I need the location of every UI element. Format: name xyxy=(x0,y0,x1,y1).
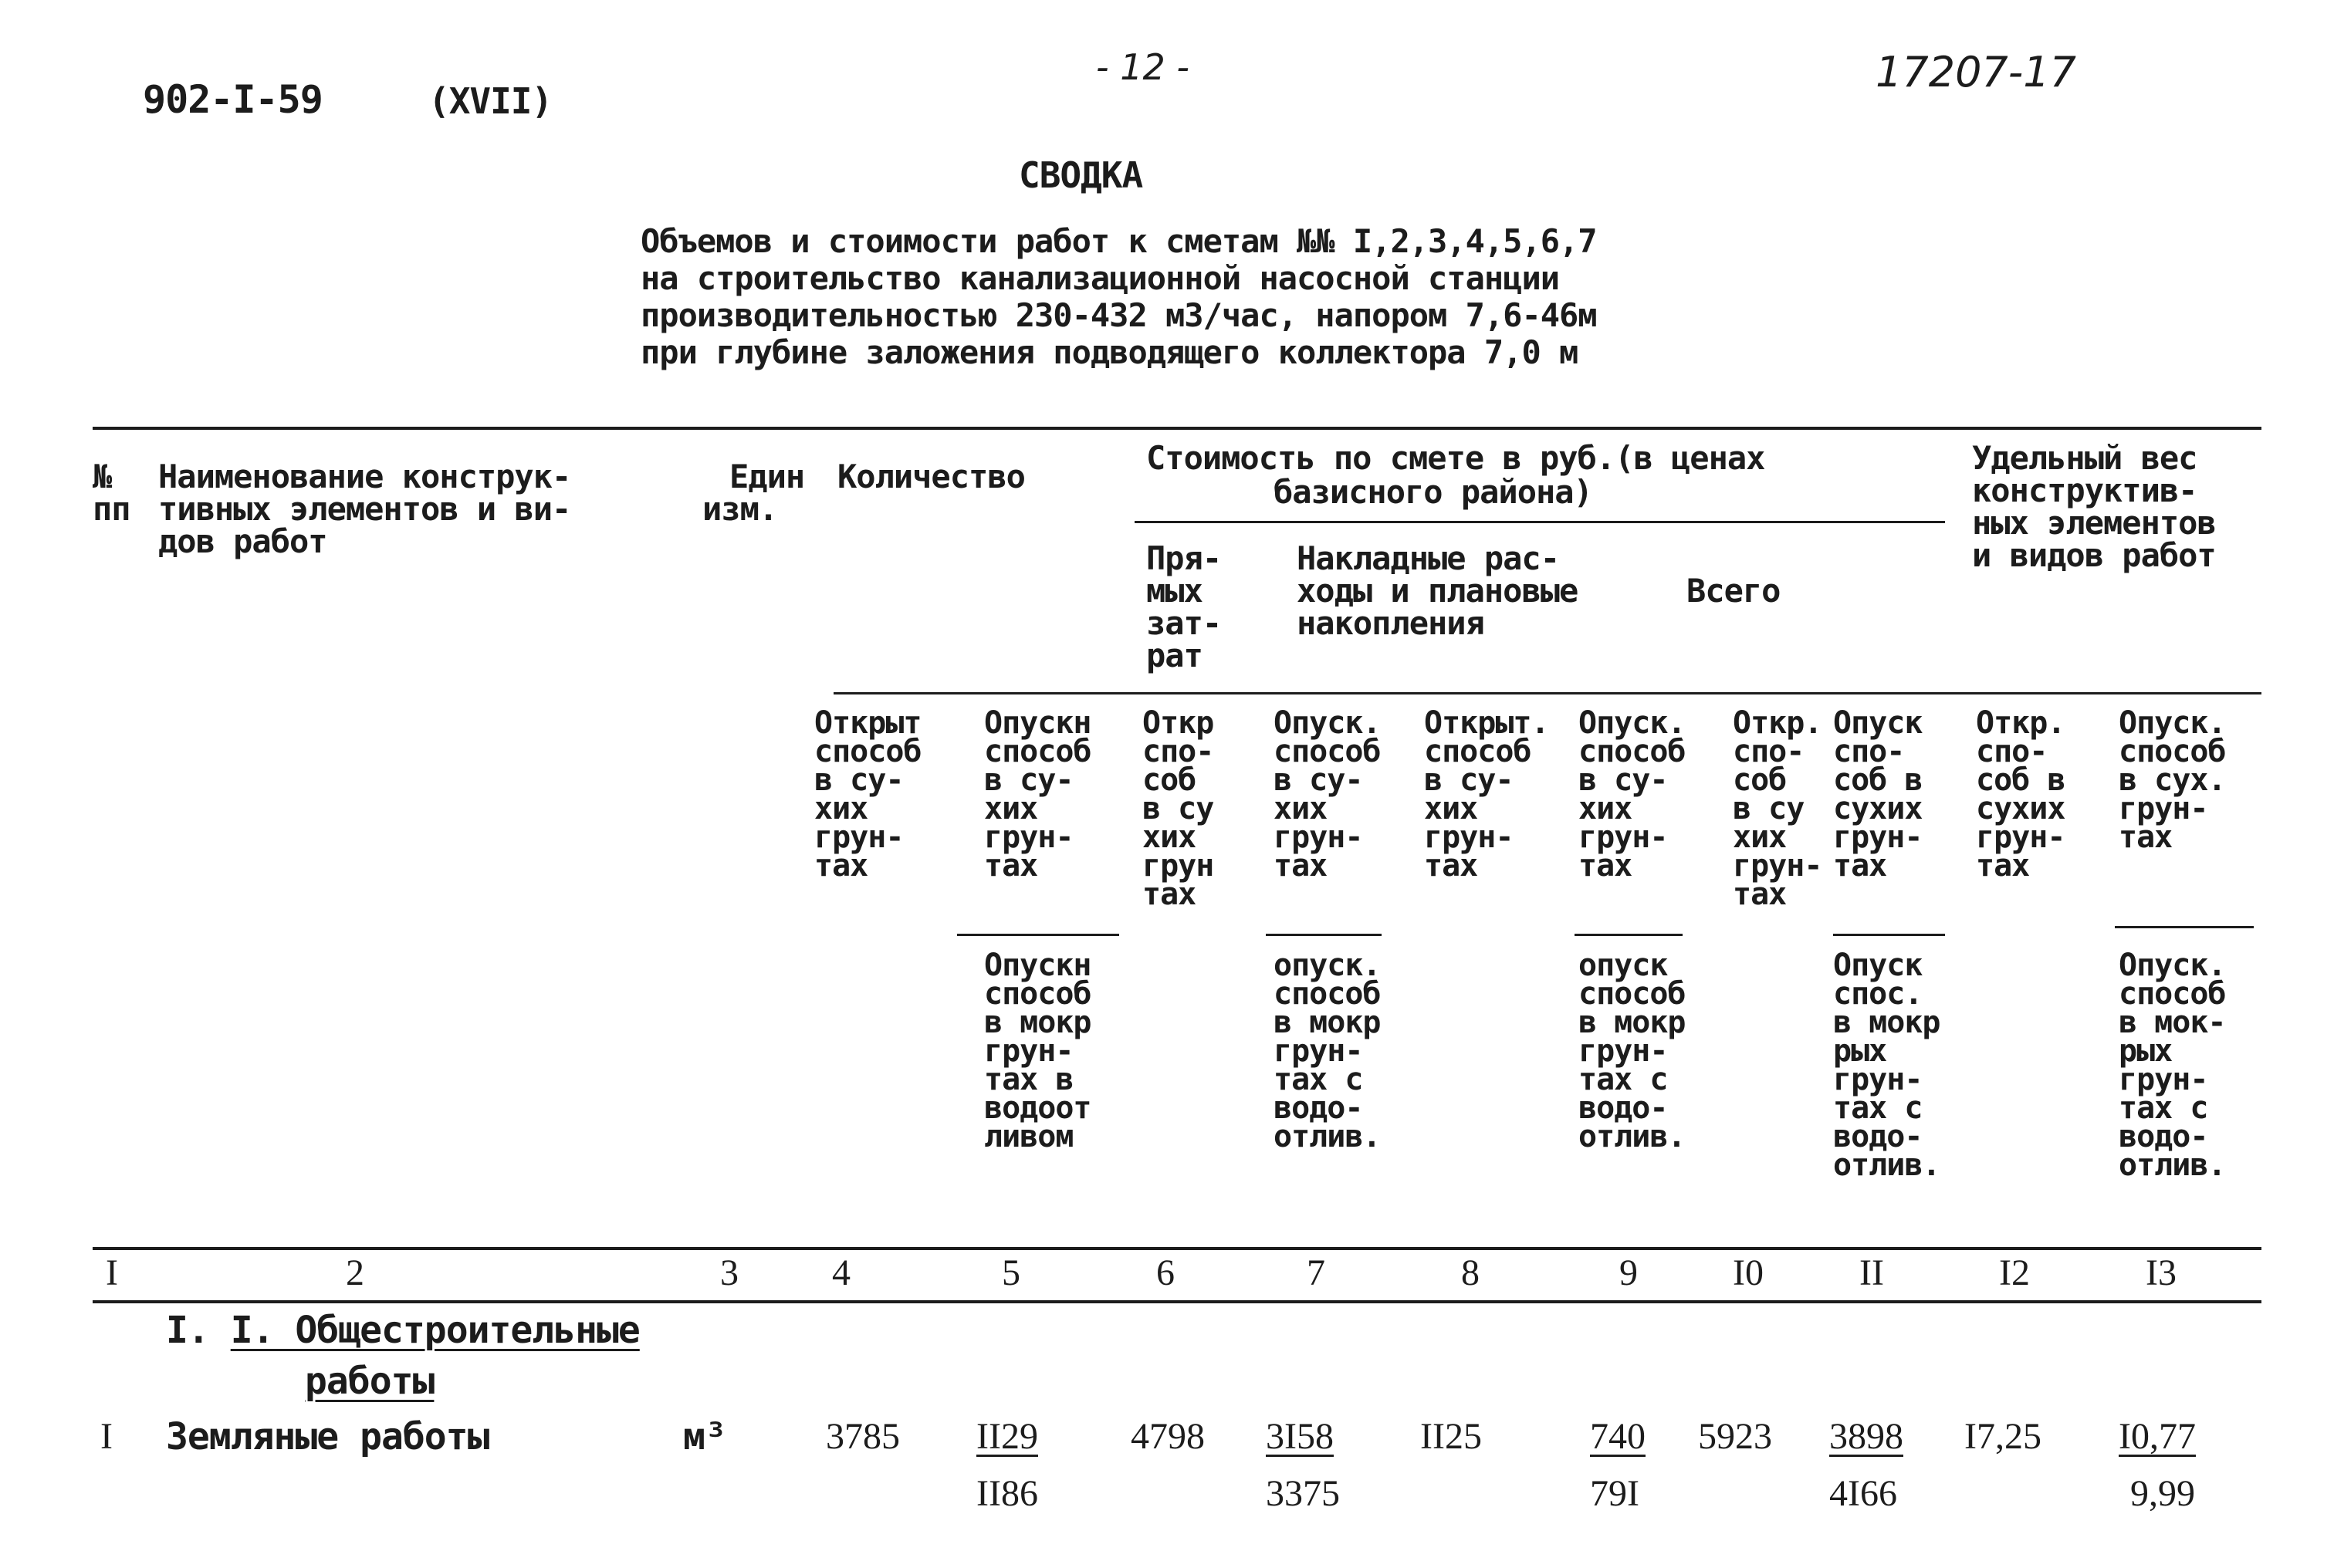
column-number: 7 xyxy=(1307,1252,1325,1293)
title-line: Объемов и стоимости работ к сметам №№ I,2,3,4,5,6,7 xyxy=(641,222,1597,260)
method-header-line: способ xyxy=(1424,734,1531,769)
header-direct-line: зат- xyxy=(1146,604,1222,642)
header-overhead-line: ходы и плановые xyxy=(1297,572,1578,610)
column-numbers-bottom-rule xyxy=(93,1300,2261,1303)
method-header-line: грун- xyxy=(1274,819,1363,855)
method-header-line: грун- xyxy=(814,819,904,855)
method-header-line: спо- xyxy=(1976,734,2048,769)
split-rule-13 xyxy=(2115,926,2254,928)
column-number: I3 xyxy=(2146,1252,2177,1293)
method-header-wet-line: в мокр xyxy=(1833,1005,1940,1040)
header-weight-line: Удельный вес xyxy=(1972,439,2197,477)
cell-col11-bottom: 4I66 xyxy=(1829,1473,1897,1514)
method-header-wet-line: водо- xyxy=(1833,1119,1923,1154)
method-header-line: в су xyxy=(1733,791,1805,826)
method-header-wet-line: грун- xyxy=(1833,1062,1923,1097)
cell-col9-top: 740 xyxy=(1590,1416,1646,1457)
sheet-reference: 17207-17 xyxy=(1876,48,2076,96)
method-header-wet-line: грун- xyxy=(2119,1062,2208,1097)
method-header-wet-line: тах с xyxy=(1833,1090,1923,1126)
method-header-wet-line: ливом xyxy=(984,1119,1074,1154)
header-number-line: № xyxy=(93,458,112,495)
method-header-line: тах xyxy=(984,848,1038,884)
cell-col7-top: 3I58 xyxy=(1266,1416,1334,1457)
method-header-wet-line: тах с xyxy=(1578,1062,1668,1097)
method-header-line: Опуск xyxy=(1833,705,1923,741)
title-line: на строительство канализационной насосной станции xyxy=(641,259,1560,297)
method-header-wet-line: Опускн xyxy=(984,948,1091,983)
method-header-wet-line: водо- xyxy=(1274,1090,1363,1126)
cell-col5-top: II29 xyxy=(976,1416,1038,1457)
method-header-line: соб xyxy=(1142,762,1196,798)
header-quantity: Количество xyxy=(837,458,1025,495)
method-header-line: тах xyxy=(1424,848,1478,884)
cell-col8: II25 xyxy=(1420,1416,1482,1457)
title-line: при глубине заложения подводящего коллектора 7,0 м xyxy=(641,333,1578,371)
method-header-line: Опуск. xyxy=(1578,705,1686,741)
method-header-line: тах xyxy=(1976,848,2030,884)
header-total: Всего xyxy=(1686,572,1781,610)
header-number-line: пп xyxy=(93,490,130,528)
method-header-wet-line: отлив. xyxy=(1578,1119,1686,1154)
column-number: 8 xyxy=(1461,1252,1480,1293)
header-unit-line: изм. xyxy=(702,490,778,528)
method-header-line: Откр. xyxy=(1976,705,2065,741)
header-cost-line: базисного района) xyxy=(1274,473,1592,511)
cell-col7-bottom: 3375 xyxy=(1266,1473,1340,1514)
method-header-line: тах xyxy=(1578,848,1632,884)
method-header-line: в су- xyxy=(984,762,1074,798)
method-header-wet-line: Опуск xyxy=(1833,948,1923,983)
method-header-wet-line: Опуск. xyxy=(2119,948,2226,983)
method-header-line: грун xyxy=(1142,848,1214,884)
method-header-line: грун- xyxy=(2119,791,2208,826)
method-header-line: в сух. xyxy=(2119,762,2226,798)
header-unit-line: Един xyxy=(729,458,805,495)
method-header-rule xyxy=(834,692,2261,694)
method-header-wet-line: способ xyxy=(1274,976,1381,1012)
row-name: Земляные работы xyxy=(166,1415,489,1458)
method-header-line: способ xyxy=(984,734,1091,769)
method-header-line: грун- xyxy=(1833,819,1923,855)
section-name: I. Общестроительные xyxy=(230,1309,640,1352)
method-header-line: спо- xyxy=(1142,734,1214,769)
header-overhead-line: Накладные рас- xyxy=(1297,539,1560,577)
method-header-wet-line: водо- xyxy=(1578,1090,1668,1126)
method-header-line: соб в xyxy=(1976,762,2065,798)
method-header-line: в су- xyxy=(814,762,904,798)
method-header-wet-line: водо- xyxy=(2119,1119,2208,1154)
method-header-wet-line: в мокр xyxy=(984,1005,1091,1040)
column-number: 5 xyxy=(1002,1252,1020,1293)
title-line: производительностью 230-432 м3/час, напором 7,6-46м xyxy=(641,296,1597,334)
method-header-line: спо- xyxy=(1833,734,1905,769)
header-direct-line: Пря- xyxy=(1146,539,1222,577)
column-number: I2 xyxy=(1999,1252,2030,1293)
method-header-line: хих xyxy=(1733,819,1787,855)
section-title-line: работы xyxy=(305,1360,435,1403)
method-header-wet-line: тах с xyxy=(2119,1090,2208,1126)
header-weight-line: и видов работ xyxy=(1972,536,2216,574)
split-rule-9 xyxy=(1575,934,1683,936)
method-header-line: способ xyxy=(814,734,922,769)
column-number: 9 xyxy=(1619,1252,1638,1293)
method-header-line: Опускн xyxy=(984,705,1091,741)
method-header-wet-line: отлив. xyxy=(1274,1119,1381,1154)
page-number: - 12 - xyxy=(1096,46,1189,88)
header-overhead-line: накопления xyxy=(1297,604,1484,642)
method-header-line: соб xyxy=(1733,762,1787,798)
column-number: 6 xyxy=(1156,1252,1175,1293)
row-unit: м³ xyxy=(683,1415,726,1458)
method-header-line: тах xyxy=(1142,877,1196,912)
method-header-line: хих xyxy=(1578,791,1632,826)
method-header-line: спо- xyxy=(1733,734,1805,769)
method-header-wet-line: способ xyxy=(984,976,1091,1012)
method-header-line: хих xyxy=(984,791,1038,826)
header-cost-line: Стоимость по смете в руб.(в ценах xyxy=(1146,439,1765,477)
method-header-line: способ xyxy=(1274,734,1381,769)
column-numbers-top-rule xyxy=(93,1247,2261,1250)
cell-col9-bottom: 79I xyxy=(1590,1473,1639,1514)
method-header-line: Открыт. xyxy=(1424,705,1549,741)
method-header-line: Откр xyxy=(1142,705,1214,741)
header-weight-line: конструктив- xyxy=(1972,471,2197,509)
section-title-line xyxy=(166,1309,640,1352)
row-number: I xyxy=(100,1416,113,1457)
method-header-wet-line: опуск. xyxy=(1274,948,1381,983)
cell-col13-top: I0,77 xyxy=(2119,1416,2196,1457)
section-number: I. xyxy=(166,1309,231,1352)
column-number: II xyxy=(1859,1252,1884,1293)
method-header-line: тах xyxy=(1733,877,1787,912)
method-header-line: тах xyxy=(1274,848,1328,884)
method-header-line: в су xyxy=(1142,791,1214,826)
column-number: 4 xyxy=(832,1252,851,1293)
split-rule-7 xyxy=(1266,934,1382,936)
table-top-rule xyxy=(93,427,2261,430)
method-header-line: грун- xyxy=(1424,819,1514,855)
method-header-line: грун- xyxy=(984,819,1074,855)
method-header-line: грун- xyxy=(1976,819,2065,855)
document-title: СВОДКА xyxy=(1019,154,1143,196)
split-rule-5 xyxy=(957,934,1119,936)
header-name-line: дов работ xyxy=(158,522,327,560)
method-header-line: Откр. xyxy=(1733,705,1822,741)
column-number: 3 xyxy=(720,1252,739,1293)
method-header-line: в су- xyxy=(1424,762,1514,798)
cell-col6: 4798 xyxy=(1131,1416,1205,1457)
cell-col12: I7,25 xyxy=(1964,1416,2041,1457)
method-header-line: в су- xyxy=(1578,762,1668,798)
method-header-wet-line: рых xyxy=(2119,1033,2173,1069)
column-number: I xyxy=(106,1252,118,1293)
method-header-wet-line: отлив. xyxy=(1833,1147,1940,1183)
method-header-wet-line: тах с xyxy=(1274,1062,1363,1097)
method-header-line: сухих xyxy=(1976,791,2065,826)
cell-col10: 5923 xyxy=(1698,1416,1772,1457)
header-name-line: Наименование конструк- xyxy=(158,458,571,495)
split-rule-11 xyxy=(1833,934,1945,936)
method-header-line: способ xyxy=(2119,734,2226,769)
method-header-line: тах xyxy=(2119,819,2173,855)
method-header-wet-line: отлив. xyxy=(2119,1147,2226,1183)
cost-group-rule xyxy=(1135,521,1945,523)
method-header-line: грун- xyxy=(1733,848,1822,884)
method-header-wet-line: тах в xyxy=(984,1062,1074,1097)
document-part: (XVII) xyxy=(428,80,553,122)
method-header-line: тах xyxy=(814,848,868,884)
method-header-line: Опуск. xyxy=(1274,705,1381,741)
column-number: 2 xyxy=(346,1252,364,1293)
method-header-line: хих xyxy=(814,791,868,826)
method-header-wet-line: в мокр xyxy=(1578,1005,1686,1040)
method-header-line: Открыт xyxy=(814,705,922,741)
method-header-wet-line: грун- xyxy=(984,1033,1074,1069)
cell-col5-bottom: II86 xyxy=(976,1473,1038,1514)
document-code: 902-I-59 xyxy=(143,77,323,122)
header-weight-line: ных элементов xyxy=(1972,504,2216,542)
header-direct-line: рат xyxy=(1146,637,1203,674)
cell-col4: 3785 xyxy=(826,1416,900,1457)
method-header-line: хих xyxy=(1142,819,1196,855)
method-header-line: в су- xyxy=(1274,762,1363,798)
method-header-wet-line: опуск xyxy=(1578,948,1668,983)
header-direct-line: мых xyxy=(1146,572,1203,610)
method-header-wet-line: рых xyxy=(1833,1033,1887,1069)
cell-col11-top: 3898 xyxy=(1829,1416,1903,1457)
method-header-wet-line: грун- xyxy=(1274,1033,1363,1069)
method-header-line: хих xyxy=(1274,791,1328,826)
method-header-wet-line: спос. xyxy=(1833,976,1923,1012)
method-header-line: способ xyxy=(1578,734,1686,769)
method-header-line: грун- xyxy=(1578,819,1668,855)
method-header-wet-line: в мокр xyxy=(1274,1005,1381,1040)
method-header-wet-line: грун- xyxy=(1578,1033,1668,1069)
method-header-line: Опуск. xyxy=(2119,705,2226,741)
method-header-line: соб в xyxy=(1833,762,1923,798)
header-name-line: тивных элементов и ви- xyxy=(158,490,571,528)
method-header-line: сухих xyxy=(1833,791,1923,826)
method-header-line: хих xyxy=(1424,791,1478,826)
method-header-wet-line: водоот xyxy=(984,1090,1091,1126)
cell-col13-bottom: 9,99 xyxy=(2130,1473,2195,1514)
column-number: I0 xyxy=(1733,1252,1764,1293)
method-header-wet-line: в мок- xyxy=(2119,1005,2226,1040)
method-header-wet-line: способ xyxy=(1578,976,1686,1012)
method-header-line: тах xyxy=(1833,848,1887,884)
method-header-wet-line: способ xyxy=(2119,976,2226,1012)
